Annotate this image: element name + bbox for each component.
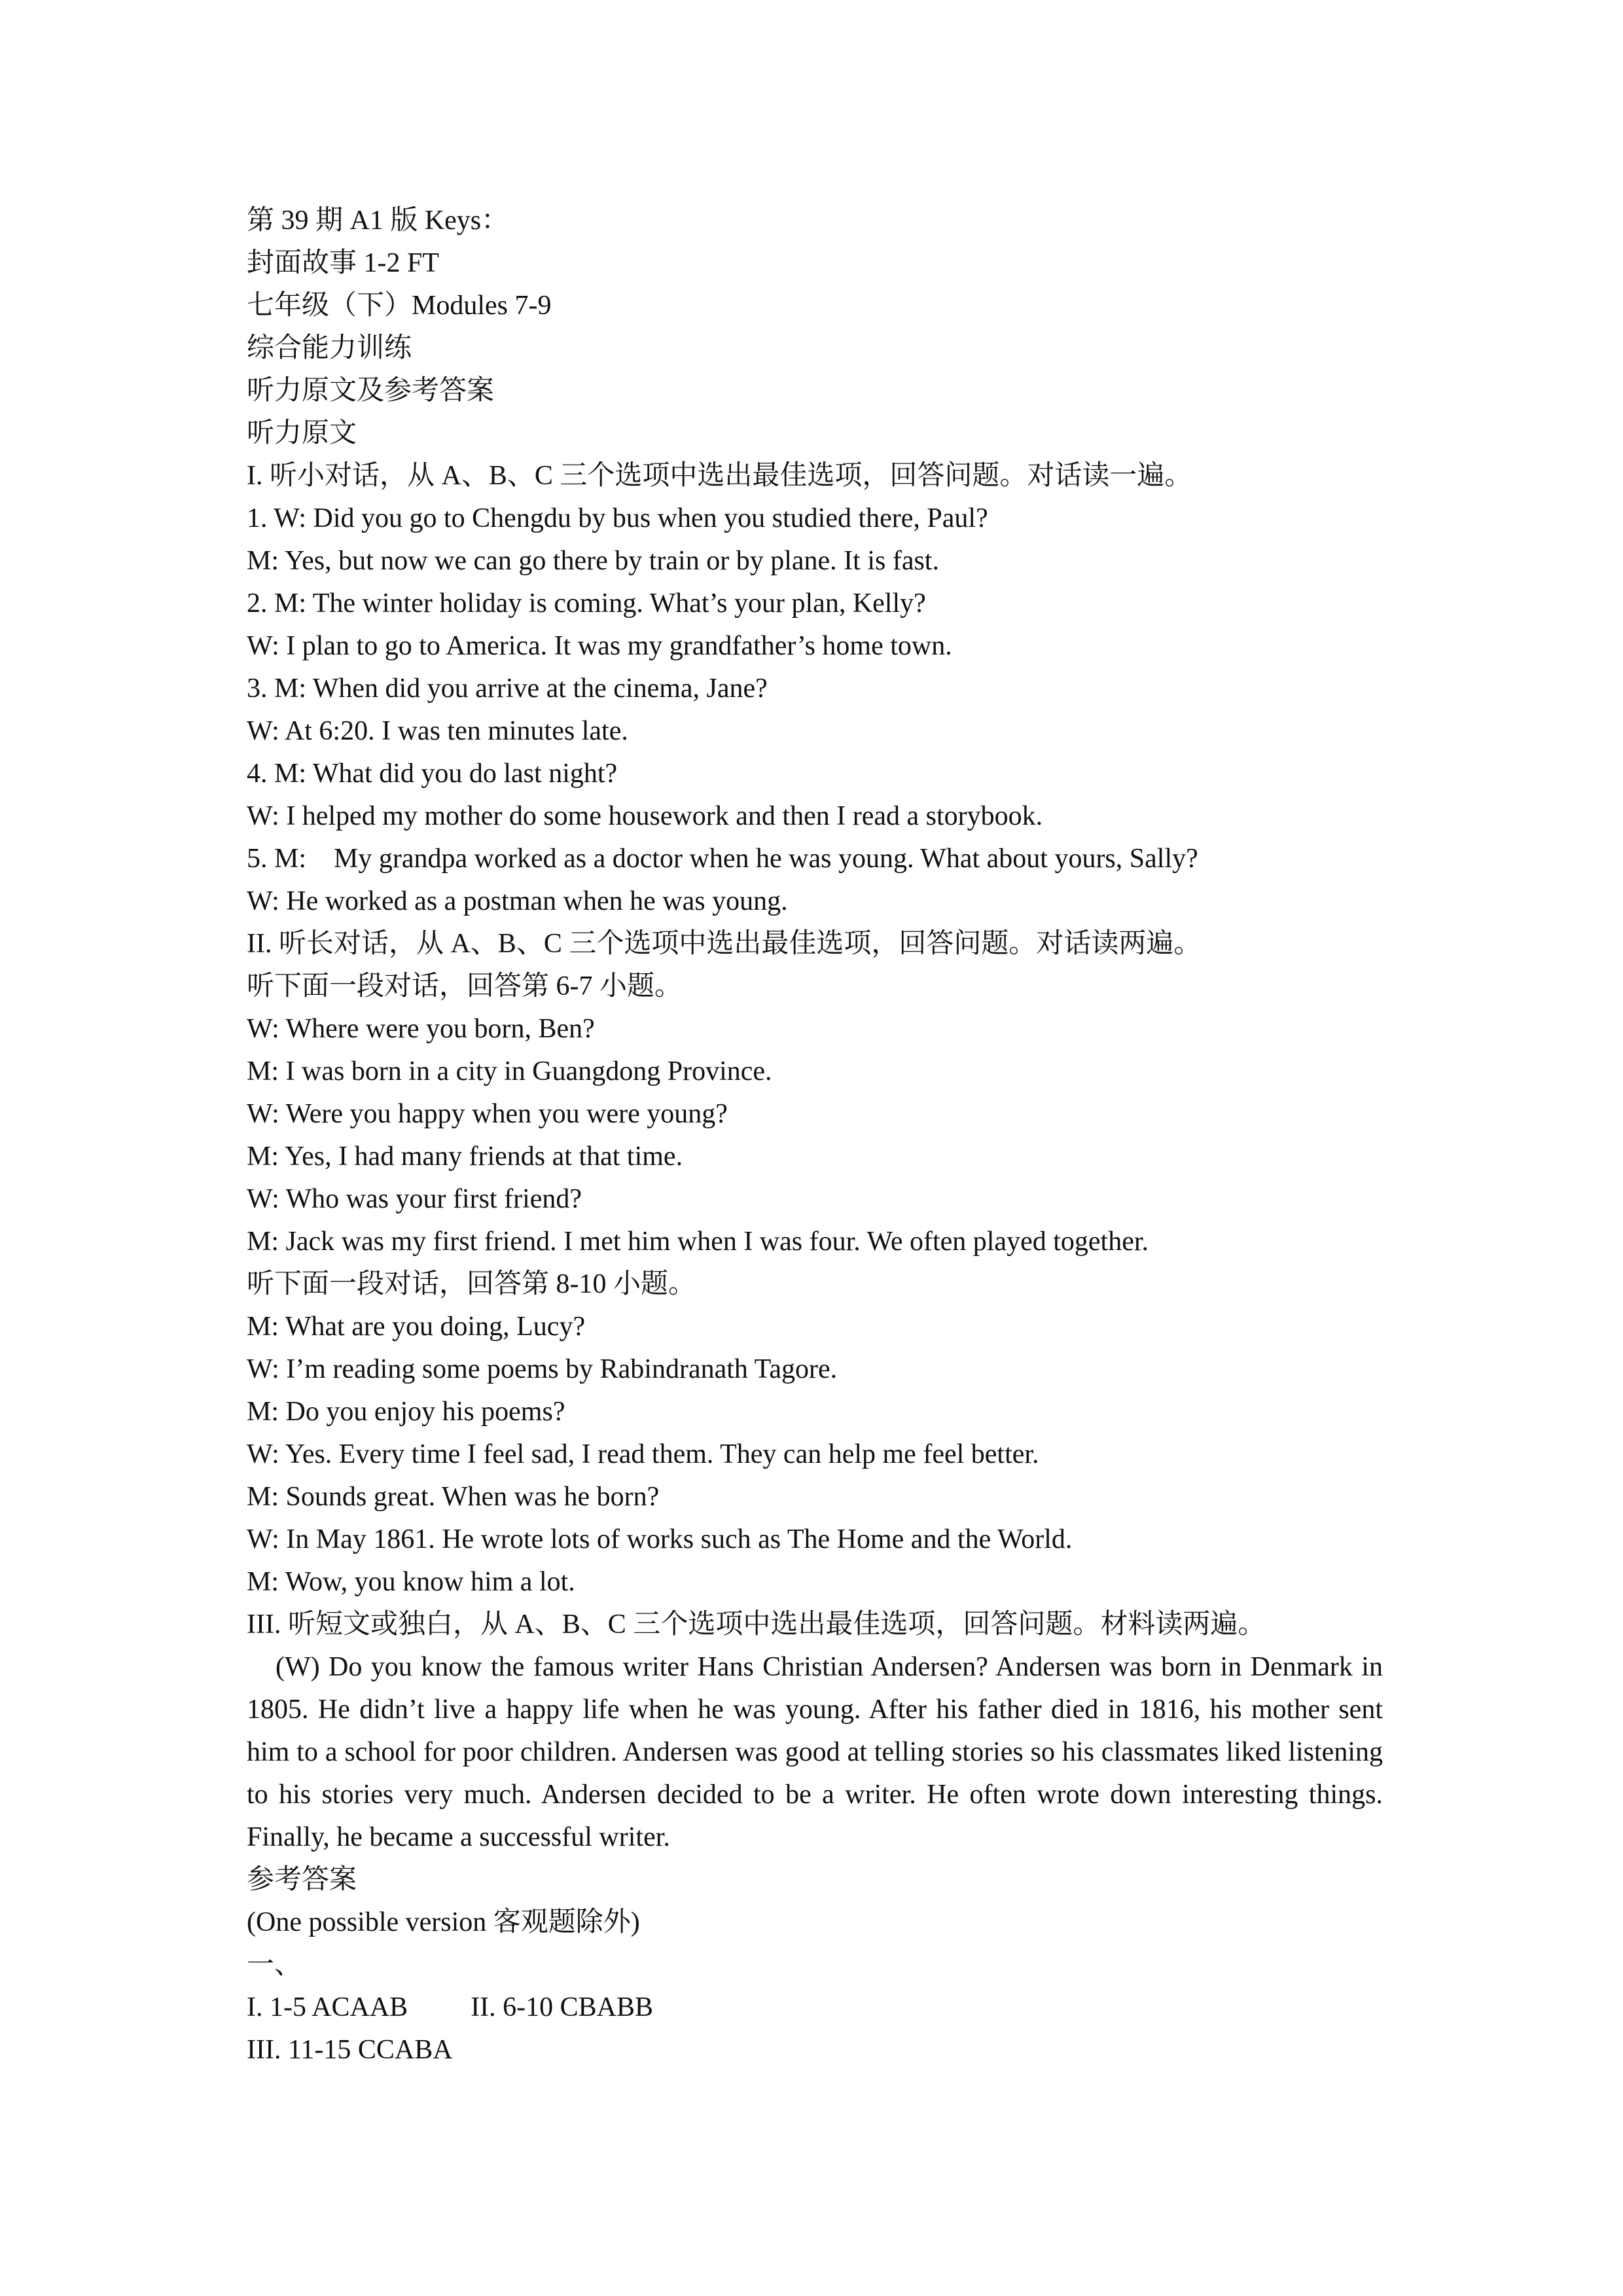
dialog-2-line: W: I’m reading some poems by Rabindranath Tagore. xyxy=(247,1354,838,1384)
answers-heading: 参考答案 xyxy=(247,1865,357,1895)
answers-note: (One possible version 客观题除外) xyxy=(247,1907,640,1937)
dialog-2-line: M: What are you doing, Lucy? xyxy=(247,1312,586,1342)
section-1-line: 2. M: The winter holiday is coming. What’s your plan, Kelly? xyxy=(247,588,926,619)
dialog-1-line: W: Were you happy when you were young? xyxy=(247,1099,728,1129)
section-1-line: 3. M: When did you arrive at the cinema, Jane? xyxy=(247,673,768,704)
answers-section-3: III. 11-15 CCABA xyxy=(247,2035,453,2065)
dialog-1-line: W: Where were you born, Ben? xyxy=(247,1014,595,1044)
answers-section-2: II. 6-10 CBABB xyxy=(471,1992,654,2022)
script-heading: 听力原文 xyxy=(247,418,357,448)
section-1-line: M: Yes, but now we can go there by train or by plane. It is fast. xyxy=(247,546,939,576)
issue-heading: 第 39 期 A1 版 Keys： xyxy=(247,206,509,236)
section-1-line: W: I plan to go to America. It was my grandfather’s home town. xyxy=(247,631,952,661)
section-2-title: II. 听长对话，从 A、B、C 三个选项中选出最佳选项，回答问题。对话读两遍。 xyxy=(247,929,1202,959)
answers-section-1: I. 1-5 ACAAB xyxy=(247,1992,408,2022)
dialog-1-line: M: Yes, I had many friends at that time. xyxy=(247,1141,683,1172)
training-heading: 综合能力训练 xyxy=(247,333,412,363)
section-1-line: W: He worked as a postman when he was young. xyxy=(247,886,788,916)
dialog-1-intro: 听下面一段对话，回答第 6-7 小题。 xyxy=(247,971,682,1001)
dialog-2-line: M: Sounds great. When was he born? xyxy=(247,1482,660,1512)
section-1-line: 1. W: Did you go to Chengdu by bus when you studied there, Paul? xyxy=(247,503,988,533)
document-body xyxy=(247,200,1383,2072)
section-1-line: W: At 6:20. I was ten minutes late. xyxy=(247,716,628,746)
dialog-1-line: W: Who was your first friend? xyxy=(247,1184,582,1214)
dialog-2-intro: 听下面一段对话，回答第 8-10 小题。 xyxy=(247,1269,696,1299)
grade-modules-line: 七年级（下）Modules 7-9 xyxy=(247,291,552,321)
section-1-title: I. 听小对话，从 A、B、C 三个选项中选出最佳选项，回答问题。对话读一遍。 xyxy=(247,461,1192,491)
answers-row xyxy=(247,1986,1383,2029)
listening-heading: 听力原文及参考答案 xyxy=(247,376,495,406)
section-1-line: 4. M: What did you do last night? xyxy=(247,759,618,789)
dialog-1-line: M: Jack was my first friend. I met him when I was four. We often played together. xyxy=(247,1227,1149,1257)
section-1-line: W: I helped my mother do some housework and then I read a storybook. xyxy=(247,801,1043,831)
dialog-1-line: M: I was born in a city in Guangdong Province. xyxy=(247,1056,772,1086)
dialog-2-line: W: Yes. Every time I feel sad, I read them. They can help me feel better. xyxy=(247,1439,1039,1469)
section-3-passage: (W) Do you know the famous writer Hans Christian Andersen? Andersen was born in Denmark in 1805. He didn’t live a happy life when he was young. After his father died in 1816, his mother sent him to a school for poor children. Andersen was good at telling stories so his classmates liked listening to his stories very much. Andersen decided to be a writer. He often wrote down interesting things. Finally, he became a successful writer. xyxy=(247,1652,1383,1852)
cover-story-line: 封面故事 1-2 FT xyxy=(247,248,440,278)
dialog-2-line: M: Wow, you know him a lot. xyxy=(247,1567,575,1597)
dialog-2-line: W: In May 1861. He wrote lots of works such as The Home and the World. xyxy=(247,1524,1073,1554)
section-1-line: 5. M: My grandpa worked as a doctor when he was young. What about yours, Sally? xyxy=(247,844,1198,874)
answers-part-label: 一、 xyxy=(247,1950,302,1980)
section-3-title: III. 听短文或独白，从 A、B、C 三个选项中选出最佳选项，回答问题。材料读两遍。 xyxy=(247,1609,1266,1640)
dialog-2-line: M: Do you enjoy his poems? xyxy=(247,1397,565,1427)
